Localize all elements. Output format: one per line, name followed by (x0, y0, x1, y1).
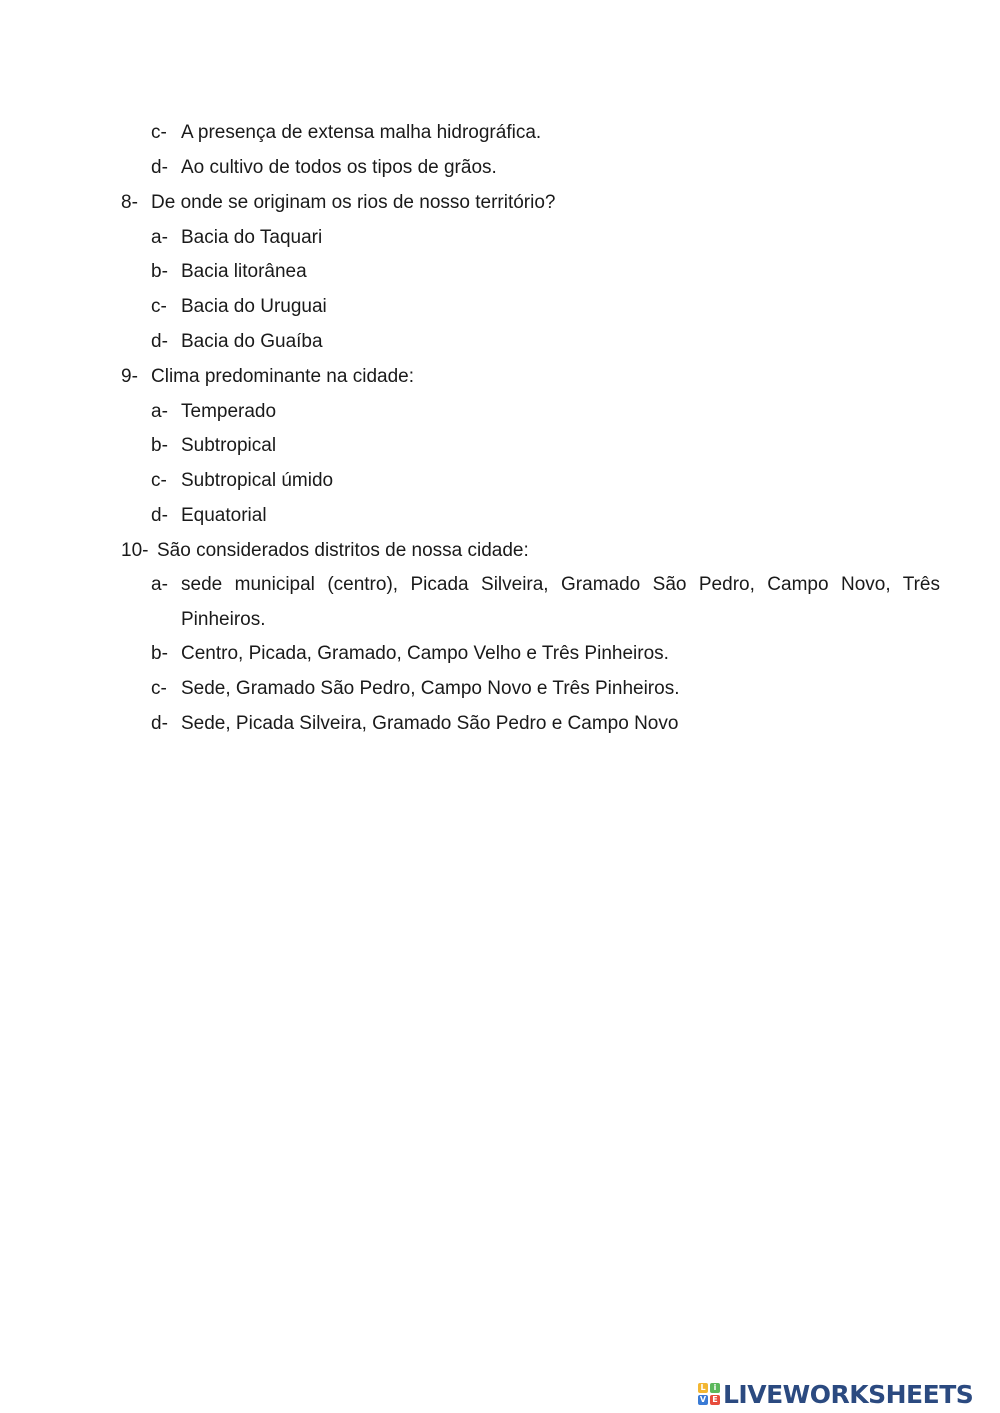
question-text: Clima predominante na cidade: (151, 366, 414, 387)
option-marker: c- (151, 122, 167, 143)
option-marker: c- (151, 296, 167, 317)
option-text: Centro, Picada, Gramado, Campo Velho e Três Pinheiros. (181, 643, 669, 664)
option-marker: b- (151, 261, 168, 282)
question-number: 9- (121, 366, 138, 387)
option-marker: b- (151, 643, 168, 664)
question-text: São considerados distritos de nossa cidade: (157, 540, 529, 561)
option-text: Bacia do Taquari (181, 227, 323, 248)
option-text: Subtropical (181, 435, 277, 456)
question-number: 10- (121, 540, 149, 561)
option-text: Bacia do Guaíba (181, 331, 323, 352)
option-marker: a- (151, 574, 168, 595)
option-marker: b- (151, 435, 168, 456)
option-text: Temperado (181, 401, 277, 422)
liveworksheets-logo-icon: L i V E (698, 1383, 720, 1405)
option-marker: d- (151, 713, 168, 734)
option-marker: d- (151, 505, 168, 526)
option-marker: d- (151, 157, 168, 178)
option-text: Bacia do Uruguai (181, 296, 327, 317)
option-text: Sede, Picada Silveira, Gramado São Pedro e Campo Novo (181, 713, 679, 734)
option-marker: a- (151, 227, 168, 248)
option-text: A presença de extensa malha hidrográfica. (181, 122, 542, 143)
logo-wordmark: LIVEWORKSHEETS (723, 1379, 974, 1409)
option-marker: a- (151, 401, 168, 422)
option-marker: c- (151, 678, 167, 699)
option-text: sede municipal (centro), Picada Silveira, Gramado São Pedro, Campo Novo, Três Pinheiros. (181, 574, 940, 630)
option-marker: c- (151, 470, 167, 491)
question-number: 8- (121, 192, 138, 213)
option-text: Subtropical úmido (181, 470, 334, 491)
option-text: Bacia litorânea (181, 261, 307, 282)
liveworksheets-logo (698, 1379, 973, 1409)
option-text: Sede, Gramado São Pedro, Campo Novo e Três Pinheiros. (181, 678, 680, 699)
option-text: Equatorial (181, 505, 267, 526)
option-text: Ao cultivo de todos os tipos de grãos. (181, 157, 497, 178)
option-marker: d- (151, 331, 168, 352)
question-text: De onde se originam os rios de nosso território? (151, 192, 556, 213)
